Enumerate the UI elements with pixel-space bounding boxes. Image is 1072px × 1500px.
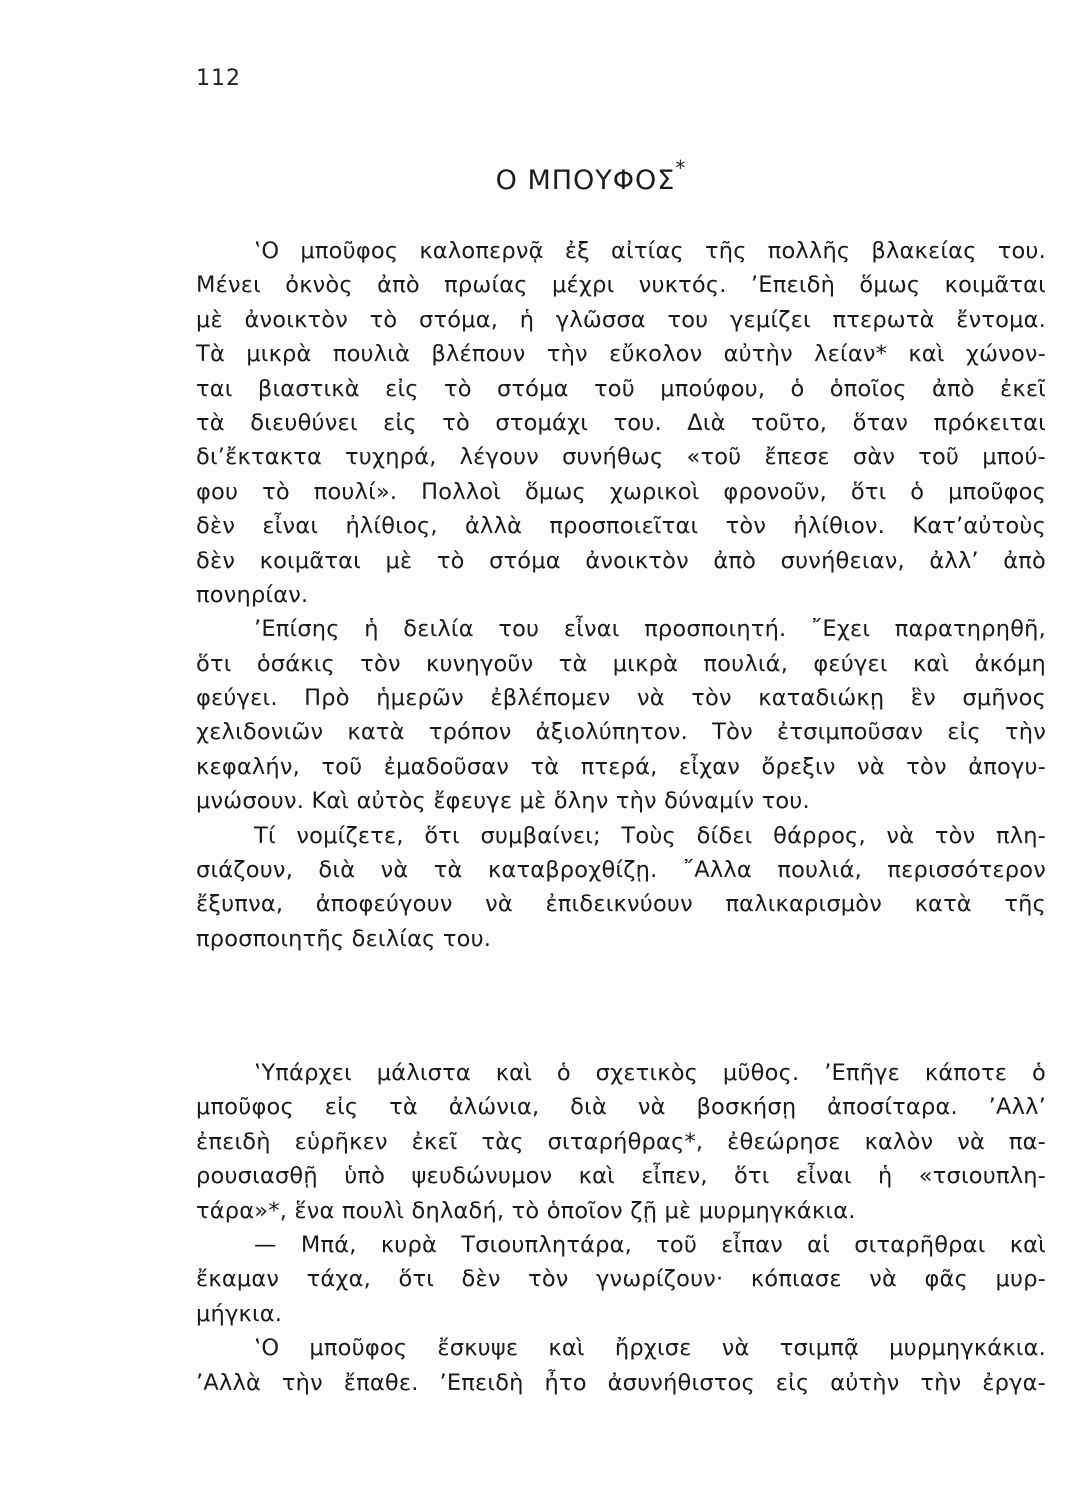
text-line: ‛Ο μποῦφος ἔσκυψε καὶ ἤρχισε νὰ τσιμπᾷ μυρμηγκάκια. <box>254 1335 1046 1362</box>
text-line: δὲν εἶναι ἠλίθιος, ἀλλὰ προσποιεῖται τὸν ἠλίθιον. Κατ’αὐτοὺς <box>196 513 1046 540</box>
chapter-title-text: Ο ΜΠΟΥΦΟΣ <box>495 165 676 196</box>
body-text-section-1 <box>196 234 1046 956</box>
title-footnote-mark: * <box>675 156 687 180</box>
text-line: πονηρίαν. <box>196 581 309 608</box>
text-line: κεφαλήν, τοῦ ἐμαδοῦσαν τὰ πτερά, εἶχαν ὄρεξιν νὰ τὸν ἀπογυ- <box>196 753 1046 780</box>
text-line: τάρα»*, ἕνα πουλὶ δηλαδή, τὸ ὁποῖον ζῇ μὲ μυρμηγκάκια. <box>196 1197 856 1224</box>
text-line: φου τὸ πουλί». Πολλοὶ ὅμως χωρικοὶ φρονοῦν, ὅτι ὁ μποῦφος <box>196 478 1046 505</box>
text-line: — Μπά, κυρὰ Τσιουπλητάρα, τοῦ εἶπαν αἱ σιταρῆθραι καὶ <box>254 1231 1046 1258</box>
text-line: ’Επίσης ἡ δειλία του εἶναι προσποιητή. ῎Εχει παρατηρηθῆ, <box>254 616 1046 643</box>
text-line: χελιδονιῶν κατὰ τρόπον ἀξιολύπητον. Τὸν ἐτσιμποῦσαν εἰς τὴν <box>196 719 1046 746</box>
text-line: μήγκια. <box>196 1300 283 1327</box>
text-line: δι’ἔκτακτα τυχηρά, λέγουν συνήθως «τοῦ ἔπεσε σὰν τοῦ μπού- <box>196 444 1046 471</box>
text-line: Μένει ὀκνὸς ἀπὸ πρωίας μέχρι νυκτός. ’Επειδὴ ὅμως κοιμᾶται <box>196 272 1046 299</box>
text-line: ‛Ο μποῦφος καλοπερνᾷ ἐξ αἰτίας τῆς πολλῆς βλακείας του. <box>254 238 1046 264</box>
text-line: Τὰ μικρὰ πουλιὰ βλέπουν τὴν εὔκολον αὐτὴν λείαν* καὶ χώνον- <box>196 341 1046 368</box>
text-line: ἔκαμαν τάχα, ὅτι δὲν τὸν γνωρίζουν· κόπιασε νὰ φᾶς μυρ- <box>196 1266 1046 1293</box>
text-line: ’Αλλὰ τὴν ἔπαθε. ’Επειδὴ ἦτο ἀσυνήθιστος εἰς αὐτὴν τὴν ἐργα- <box>196 1369 1046 1396</box>
chapter-title <box>0 156 1072 196</box>
text-line: φεύγει. Πρὸ ἡμερῶν ἐβλέπομεν νὰ τὸν καταδιώκῃ ἓν σμῆνος <box>196 685 1046 712</box>
text-line: ρουσιασθῇ ὑπὸ ψευδώνυμον καὶ εἶπεν, ὅτι εἶναι ἡ «τσιουπλη- <box>196 1163 1046 1190</box>
text-line: μνώσουν. Καὶ αὐτὸς ἔφευγε μὲ ὅλην τὴν δύναμίν του. <box>196 788 810 815</box>
text-line: σιάζουν, διὰ νὰ τὰ καταβροχθίζῃ. ῎Αλλα πουλιά, περισσότερον <box>196 857 1046 884</box>
text-line: Τί νομίζετε, ὅτι συμβαίνει; Τοὺς δίδει θάρρος, νὰ τὸν πλη- <box>254 822 1046 849</box>
text-line: ται βιαστικὰ εἰς τὸ στόμα τοῦ μπούφου, ὁ ὁποῖος ἀπὸ ἐκεῖ <box>196 375 1046 402</box>
text-line: μποῦφος εἰς τὰ ἀλώνια, διὰ νὰ βοσκήσῃ ἀποσίταρα. ’Αλλ’ <box>196 1094 1046 1121</box>
body-text-section-2 <box>196 1056 1046 1400</box>
text-line: προσποιητῆς δειλίας του. <box>196 925 492 952</box>
text-line: ‛Υπάρχει μάλιστα καὶ ὁ σχετικὸς μῦθος. ’Επῆγε κάποτε ὁ <box>254 1060 1046 1086</box>
page-number: 112 <box>196 66 241 91</box>
text-line: τὰ διευθύνει εἰς τὸ στομάχι του. Διὰ τοῦτο, ὅταν πρόκειται <box>196 409 1046 436</box>
text-line: δὲν κοιμᾶται μὲ τὸ στόμα ἀνοικτὸν ἀπὸ συνήθειαν, ἀλλ’ ἀπὸ <box>196 547 1046 574</box>
text-line: ἐπειδὴ εὑρῆκεν ἐκεῖ τὰς σιταρήθρας*, ἐθεώρησε καλὸν νὰ πα- <box>196 1128 1046 1155</box>
text-line: ἔξυπνα, ἀποφεύγουν νὰ ἐπιδεικνύουν παλικαρισμὸν κατὰ τῆς <box>196 891 1046 918</box>
text-line: ὅτι ὁσάκις τὸν κυνηγοῦν τὰ μικρὰ πουλιά, φεύγει καὶ ἀκόμη <box>196 650 1046 677</box>
text-line: μὲ ἀνοικτὸν τὸ στόμα, ἡ γλῶσσα του γεμίζει πτερωτὰ ἔντομα. <box>196 306 1046 333</box>
